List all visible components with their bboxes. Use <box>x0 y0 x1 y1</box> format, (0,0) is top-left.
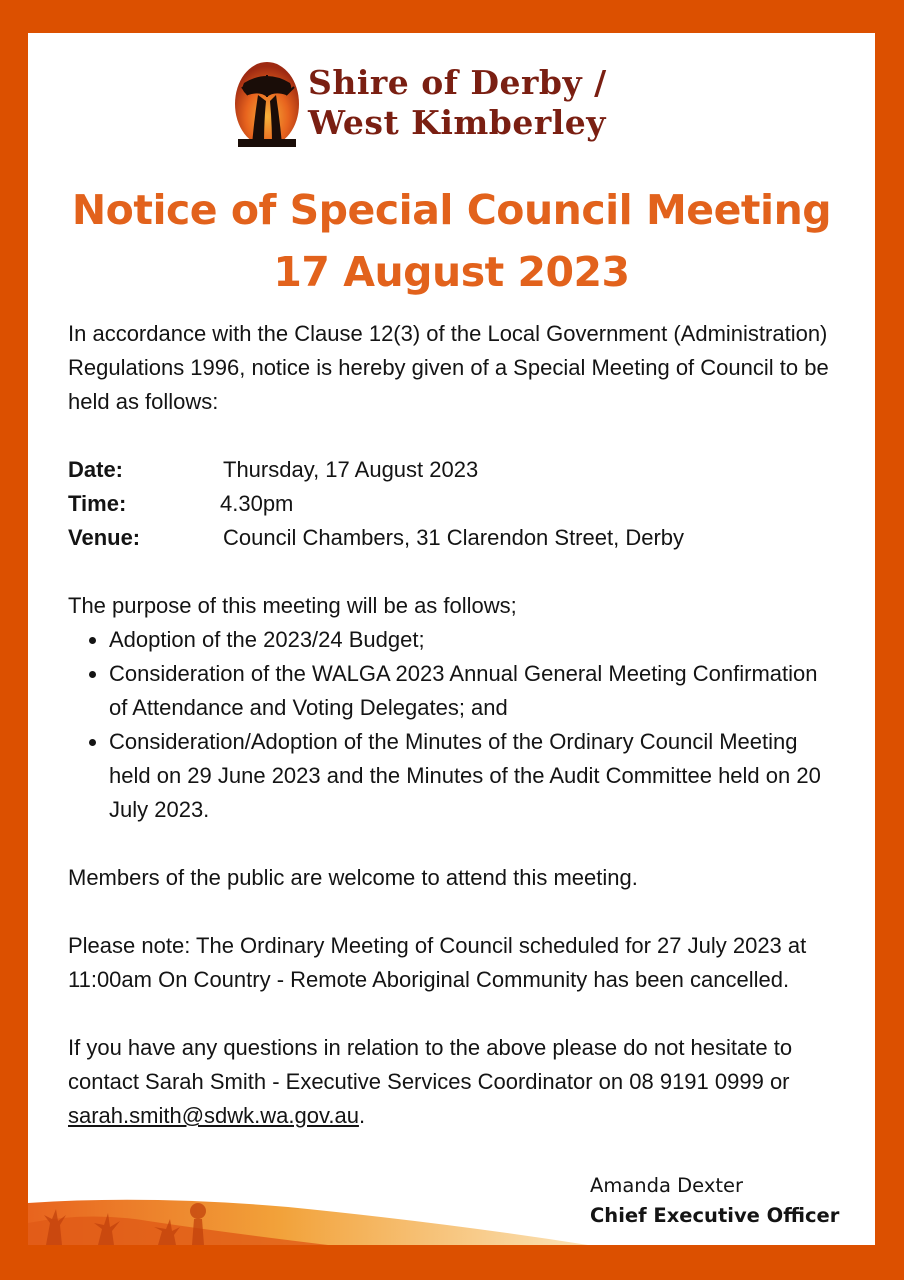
detail-value: 4.30pm <box>220 491 294 516</box>
notice-body <box>68 317 838 1133</box>
purpose-list <box>68 623 838 827</box>
contact-text: If you have any questions in relation to the above please do not hesitate to contact Sarah Smith - Executive Services Coordinator on 08 9191 0999 or <box>68 1035 793 1094</box>
footer-landscape-decoration <box>28 1193 588 1245</box>
title-line1: Notice of Special Council Meeting <box>71 186 832 234</box>
contact-end: . <box>358 1103 366 1128</box>
list-item: • Consideration of the WALGA 2023 Annual General Meeting Confirmation of Attendance and Voting Delegates; and <box>109 657 838 725</box>
purpose-lead: The purpose of this meeting will be as follows; <box>68 593 517 618</box>
boab-tree-logo-icon <box>234 61 300 147</box>
detail-value: Thursday, 17 August 2023 <box>223 457 479 482</box>
shire-name-line2: West Kimberley <box>308 103 606 142</box>
detail-date <box>68 453 838 487</box>
signatory-name: Amanda Dexter <box>590 1174 744 1197</box>
detail-label: Date: <box>68 457 124 482</box>
notice-page <box>28 33 875 1245</box>
signature-block <box>590 1171 839 1231</box>
signatory-title: Chief Executive Officer <box>590 1204 840 1227</box>
contact-paragraph <box>68 1031 838 1133</box>
public-note: Members of the public are welcome to attend this meeting. <box>68 865 638 890</box>
intro-paragraph: In accordance with the Clause 12(3) of the Local Government (Administration) Regulations 1996, notice is hereby given of a Special Meeting of Council to be held as follows: <box>68 321 829 414</box>
shire-name <box>308 63 607 143</box>
detail-time <box>68 487 838 521</box>
notice-title <box>28 179 875 303</box>
detail-label: Venue: <box>68 525 141 550</box>
cancellation-note: Please note: The Ordinary Meeting of Council scheduled for 27 July 2023 at 11:00am On Country - Remote Aboriginal Community has been cancelled. <box>68 933 807 992</box>
list-item: • Adoption of the 2023/24 Budget; <box>109 623 838 657</box>
contact-email-link[interactable]: sarah.smith@sdwk.wa.gov.au <box>68 1103 359 1128</box>
shire-name-line1: Shire of Derby / <box>308 63 607 102</box>
meeting-details <box>68 453 838 555</box>
detail-label: Time: <box>68 491 127 516</box>
title-line2: 17 August 2023 <box>273 248 630 296</box>
detail-venue <box>68 521 838 555</box>
detail-value: Council Chambers, 31 Clarendon Street, Derby <box>223 525 685 550</box>
list-item: • Consideration/Adoption of the Minutes of the Ordinary Council Meeting held on 29 June 2023 and the Minutes of the Audit Committee held on 20 July 2023. <box>109 725 838 827</box>
shire-logo <box>234 61 634 151</box>
